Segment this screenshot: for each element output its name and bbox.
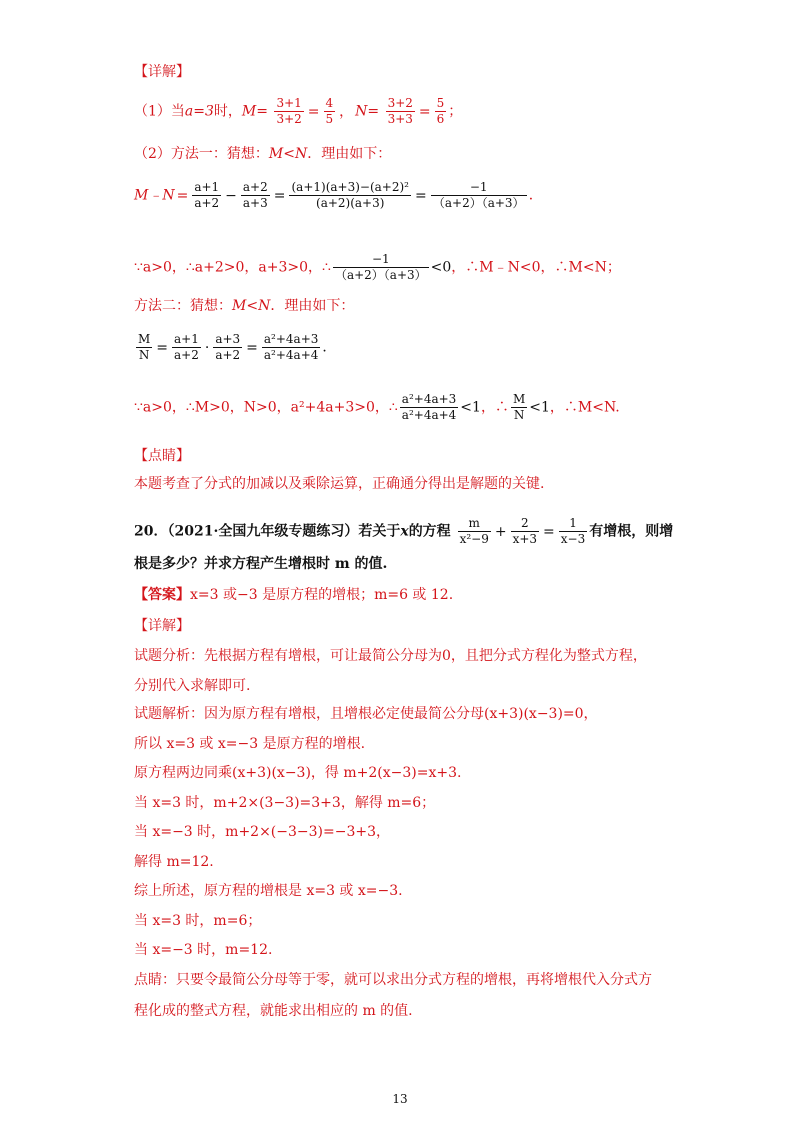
math-text: M<N — [232, 298, 271, 314]
difference-equation: M﹣N = $\frac{a+1}{a+2}$ − $\frac{a+2}{a+3}$ = $\frac{\text{(a+1)(a+3)−(a+2)²}}{(a+2)(a+3)}$ = $\frac{-1}{(a+2)(a+3)}$ ． — [134, 180, 543, 210]
text: ． — [322, 339, 337, 356]
solution-line: 试题解析：因为原方程有增根，且增根必定使最简公分母(x+3)(x−3)=0， — [134, 706, 598, 722]
solution-line: 点睛：只要令最简公分母等于零，就可以求出分式方程的增根，再将增根代入分式方 — [134, 972, 652, 988]
fraction: $\frac{a+3}{a+2}$ — [215, 332, 241, 362]
text: （2）方法一：猜想： — [134, 146, 269, 162]
question-20-line-2 — [134, 554, 387, 574]
solution-line: 试题分析：先根据方程有增根，可让最简公分母为0，且把分式方程化为整式方程， — [134, 648, 647, 664]
fraction: $\frac{5}{6}$ — [436, 96, 445, 126]
text: ∵a>0，∴M>0，N>0，a²+4a+3>0，∴ — [134, 399, 398, 416]
math-text: x — [400, 523, 409, 540]
text: ∵a>0，∴a+2>0，a+3>0，∴ — [134, 259, 331, 276]
math-text: N= — [355, 103, 380, 120]
fraction: $\frac{a+1}{a+2}$ — [194, 180, 220, 210]
text: 方法二：猜想： — [134, 298, 232, 314]
solution-line: 所以 x=3 或 x=−3 是原方程的增根. — [134, 736, 366, 752]
fraction: $\frac{\text{a²+4a+3}}{\text{a²+4a+4}}$ — [263, 332, 319, 362]
math-text: a=3 — [184, 103, 214, 120]
method-two-line — [134, 296, 354, 316]
fraction: $\frac{M}{N}$ — [138, 332, 151, 362]
fraction: $\frac{3+1}{3+2}$ — [276, 96, 302, 126]
fraction: $\frac{\text{(a+1)(a+3)−(a+2)²}}{(a+2)(a+3)}$ — [291, 180, 409, 210]
section-heading-key-point — [134, 446, 190, 466]
solution-line: 当 x=−3 时，m=12. — [134, 942, 273, 958]
text: ．理由如下： — [270, 298, 355, 314]
heading-text: 【详解】 — [134, 64, 190, 80]
text: 本题考查了分式的加减以及乘除运算，正确通分得出是解题的关键. — [134, 476, 545, 492]
text: （1）当 — [134, 103, 185, 120]
fraction: $\frac{\text{a²+4a+3}}{\text{a²+4a+4}}$ — [401, 392, 457, 422]
fraction: $\frac{-1}{(a+2)(a+3)}$ — [334, 252, 427, 282]
solution-line: 当 x=3 时，m+2×(3−3)=3+3，解得 m=6； — [134, 795, 436, 811]
solution-line: 程化成的整式方程，就能求出相应的 m 的值. — [134, 1003, 413, 1019]
text: 时， — [213, 103, 242, 120]
fraction: $\frac{1}{x-3}$ — [560, 516, 586, 546]
section-heading-detail — [134, 62, 190, 82]
text: ．理由如下： — [307, 146, 392, 162]
solution-line: 当 x=3 时，m=6； — [134, 913, 262, 929]
ratio-equation: $\frac{M}{N}$ = $\frac{a+1}{a+2}$ · $\frac{a+3}{a+2}$ = $\frac{\text{a²+4a+3}}{\text{a²+4a+4}}$ ． — [138, 332, 337, 362]
part1-line: （1）当a=3时，M= $\frac{3+1}{3+2}$ = $\frac{4}{5}$ ， N= $\frac{3+2}{3+3}$ = $\frac{5}{6}$ ； — [134, 96, 463, 126]
math-text: M= — [241, 103, 268, 120]
question-text: 有增根，则增 — [589, 523, 674, 540]
text: <0 — [430, 259, 452, 276]
question-text: 根是多少？并求方程产生增根时 m 的值. — [134, 556, 388, 572]
page-number: 13 — [392, 1092, 408, 1106]
solution-line: 当 x=−3 时，m+2×(−3−3)=−3+3， — [134, 824, 391, 840]
fraction: $\frac{a+1}{a+2}$ — [174, 332, 199, 362]
math-text: M﹣N — [134, 187, 175, 204]
question-text: （2021·全国九年级专题练习）若关于 — [167, 523, 401, 540]
fraction: $\frac{2}{x+3}$ — [512, 516, 538, 546]
text: <1 — [529, 399, 550, 416]
fraction: $\frac{3+2}{3+3}$ — [387, 96, 413, 126]
solution-line: 解得 m=12. — [134, 854, 214, 870]
fraction: $\frac{m}{\text{x²−9}}$ — [459, 516, 489, 546]
text: ，∴ — [480, 399, 509, 416]
solution-line: 分别代入求解即可. — [134, 678, 251, 694]
text: ． — [528, 187, 543, 204]
fraction: $\frac{M}{N}$ — [512, 392, 526, 422]
conclusion-line-2 — [134, 392, 620, 423]
solution-line: 综上所述，原方程的增根是 x=3 或 x=−3. — [134, 883, 403, 899]
question-number: 20． — [134, 523, 168, 540]
text: <1 — [460, 399, 481, 416]
plus-sign: + — [494, 523, 507, 540]
section-heading-detail-2 — [134, 616, 190, 636]
math-text: M<N — [268, 146, 308, 162]
solution-line: 原方程两边同乘(x+3)(x−3)，得 m+2(x−3)=x+3. — [134, 765, 462, 781]
answer-line — [134, 585, 453, 605]
question-text: 的方程 — [408, 523, 451, 540]
key-point-text — [134, 474, 544, 494]
text: ，∴M﹣N<0，∴M<N； — [451, 259, 621, 276]
text: ，∴M<N. — [549, 399, 620, 416]
part2-line — [134, 144, 391, 164]
heading-text: 【点睛】 — [134, 448, 190, 464]
question-20-line-1 — [134, 516, 673, 547]
text: ； — [448, 103, 463, 120]
answer-tag: 【答案】 — [134, 587, 190, 603]
conclusion-line-1 — [134, 252, 621, 283]
fraction: $\frac{-1}{(a+2)(a+3)}$ — [431, 180, 527, 211]
fraction: $\frac{a+2}{a+3}$ — [242, 180, 268, 210]
equals-sign: = — [543, 523, 555, 540]
heading-text: 【详解】 — [134, 618, 190, 634]
answer-text: x=3 或−3 是原方程的增根；m=6 或 12. — [190, 587, 454, 603]
fraction: $\frac{4}{5}$ — [325, 96, 334, 126]
